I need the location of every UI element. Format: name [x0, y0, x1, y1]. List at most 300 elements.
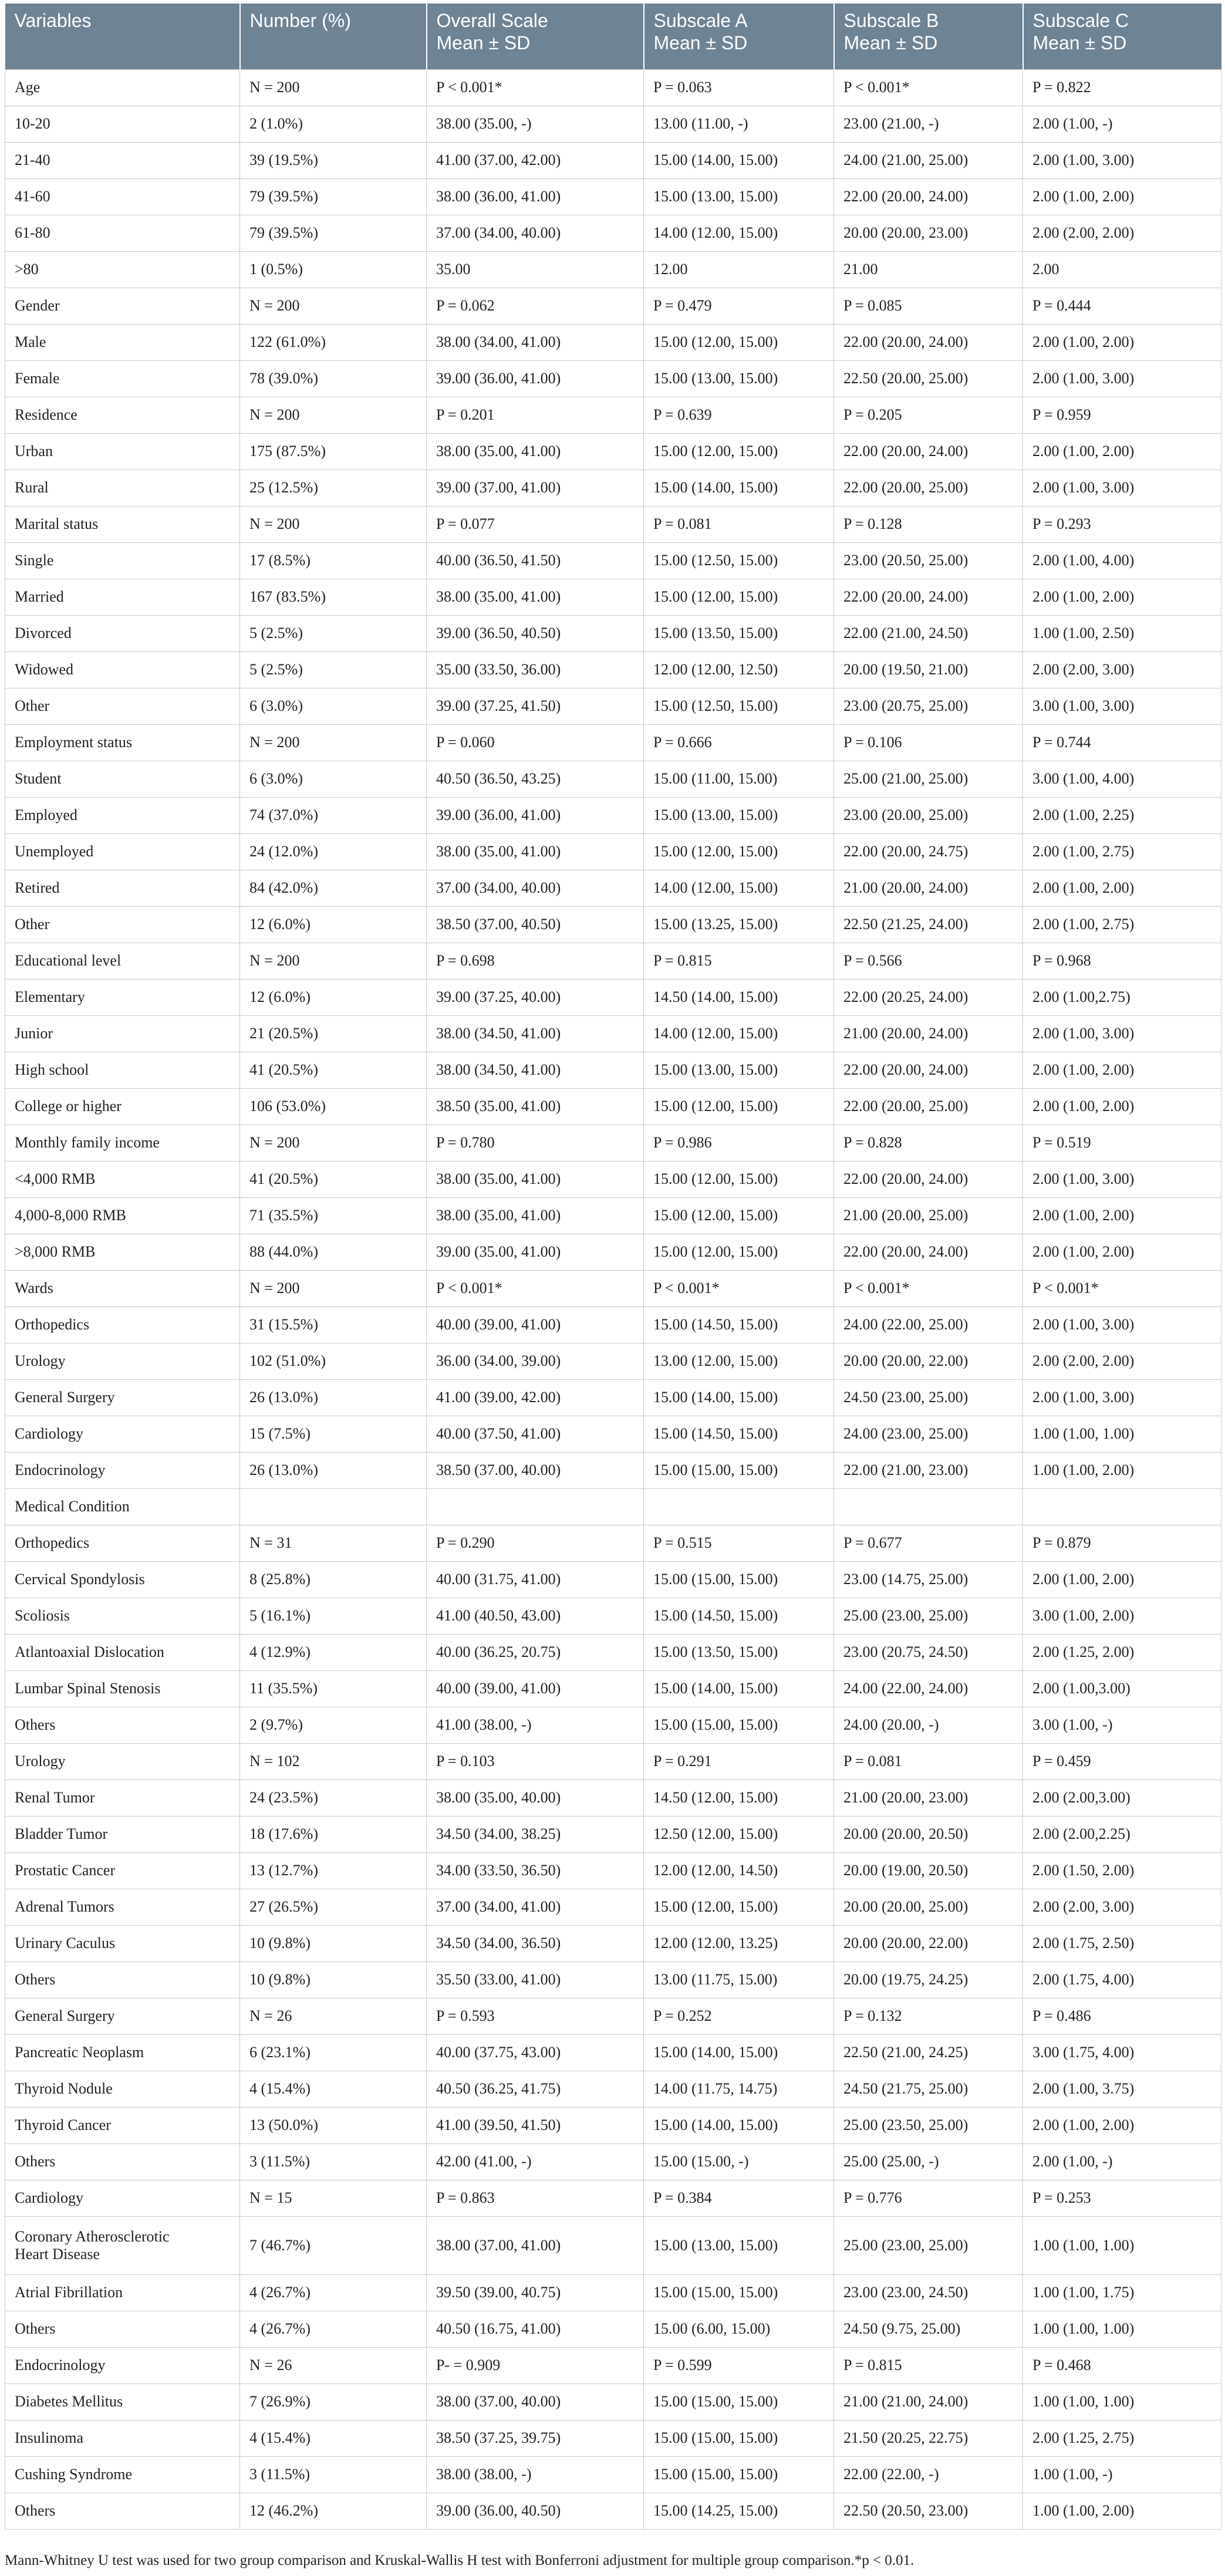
subscale-c-cell: 1.00 (1.00, 2.00): [1023, 2493, 1221, 2529]
subscale-b-cell: 22.00 (22.00, -): [834, 2456, 1023, 2493]
subscale-a-cell: 15.00 (12.50, 15.00): [644, 542, 834, 579]
subscale-c-cell: P = 0.822: [1023, 69, 1221, 106]
table-row: [5, 943, 1221, 979]
subscale-c-cell: 3.00 (1.75, 4.00): [1023, 2034, 1221, 2071]
variable-cell: High school: [5, 1052, 240, 1088]
table-row: [5, 2180, 1221, 2216]
variable-cell: Divorced: [5, 615, 240, 651]
number-percent-cell: N = 26: [240, 1998, 427, 2034]
number-percent-cell: 122 (61.0%): [240, 324, 427, 360]
subscale-c-cell: 2.00 (1.00, 2.00): [1023, 1197, 1221, 1234]
subscale-b-cell: 22.00 (20.00, 24.00): [834, 1052, 1023, 1088]
subscale-c-cell: 3.00 (1.00, -): [1023, 1707, 1221, 1743]
subscale-b-cell: 24.00 (21.00, 25.00): [834, 142, 1023, 178]
variable-cell: Urology: [5, 1743, 240, 1780]
overall-scale-cell: 40.00 (39.00, 41.00): [427, 1306, 644, 1343]
subscale-a-cell: 15.00 (14.50, 15.00): [644, 1306, 834, 1343]
variable-cell: Prostatic Cancer: [5, 1852, 240, 1889]
number-percent-cell: 78 (39.0%): [240, 360, 427, 397]
number-percent-cell: 167 (83.5%): [240, 579, 427, 615]
overall-scale-cell: 41.00 (38.00, -): [427, 1707, 644, 1743]
variable-cell: <4,000 RMB: [5, 1161, 240, 1197]
number-percent-cell: 4 (26.7%): [240, 2274, 427, 2311]
variable-cell: Female: [5, 360, 240, 397]
overall-scale-cell: P = 0.290: [427, 1525, 644, 1561]
subscale-b-cell: 24.50 (9.75, 25.00): [834, 2311, 1023, 2347]
subscale-a-cell: 15.00 (13.50, 15.00): [644, 1634, 834, 1670]
variable-cell: Others: [5, 2311, 240, 2347]
number-percent-cell: [240, 1488, 427, 1525]
table-row: [5, 251, 1221, 288]
table-row: [5, 470, 1221, 506]
table-row: [5, 69, 1221, 106]
overall-scale-cell: 34.00 (33.50, 36.50): [427, 1852, 644, 1889]
subscale-b-cell: 22.50 (21.25, 24.00): [834, 906, 1023, 943]
table-row: [5, 1234, 1221, 1270]
table-row: [5, 579, 1221, 615]
variable-cell: Insulinoma: [5, 2420, 240, 2456]
subscale-c-cell: P = 0.459: [1023, 1743, 1221, 1780]
subscale-b-cell: P = 0.776: [834, 2180, 1023, 2216]
subscale-c-cell: P = 0.879: [1023, 1525, 1221, 1561]
number-percent-cell: 3 (11.5%): [240, 2143, 427, 2180]
subscale-a-cell: 13.00 (11.00, -): [644, 106, 834, 142]
table-row: [5, 1052, 1221, 1088]
subscale-a-cell: P = 0.479: [644, 288, 834, 324]
variable-cell: 41-60: [5, 178, 240, 215]
subscale-b-cell: 22.50 (20.00, 25.00): [834, 360, 1023, 397]
number-percent-cell: 13 (12.7%): [240, 1852, 427, 1889]
header-subscale-c: Subscale C Mean ± SD: [1032, 10, 1129, 53]
subscale-a-cell: 12.00 (12.00, 12.50): [644, 651, 834, 688]
variable-cell: Diabetes Mellitus: [5, 2383, 240, 2420]
subscale-a-cell: 14.50 (14.00, 15.00): [644, 979, 834, 1015]
number-percent-cell: 6 (23.1%): [240, 2034, 427, 2071]
variable-cell: Cervical Spondylosis: [5, 1561, 240, 1598]
table-row: [5, 2071, 1221, 2107]
subscale-c-cell: 1.00 (1.00, 1.00): [1023, 2383, 1221, 2420]
table-row: [5, 1270, 1221, 1306]
subscale-c-cell: 2.00 (1.50, 2.00): [1023, 1852, 1221, 1889]
number-percent-cell: 13 (50.0%): [240, 2107, 427, 2143]
overall-scale-cell: 41.00 (37.00, 42.00): [427, 142, 644, 178]
table-footnote: Mann-Whitney U test was used for two group comparison and Kruskal-Wallis H test with Bonferroni adjustment for multiple group comparison.*p < 0.01.: [5, 2553, 914, 2568]
subscale-a-cell: P = 0.515: [644, 1525, 834, 1561]
subscale-b-cell: 21.00 (20.00, 25.00): [834, 1197, 1023, 1234]
number-percent-cell: 31 (15.5%): [240, 1306, 427, 1343]
overall-scale-cell: 41.00 (39.50, 41.50): [427, 2107, 644, 2143]
number-percent-cell: 4 (15.4%): [240, 2071, 427, 2107]
variable-cell: Single: [5, 542, 240, 579]
subscale-c-cell: 2.00 (1.00, 2.00): [1023, 1234, 1221, 1270]
variable-cell: Widowed: [5, 651, 240, 688]
subscale-b-cell: P < 0.001*: [834, 1270, 1023, 1306]
subscale-b-cell: 22.00 (20.00, 25.00): [834, 1088, 1023, 1125]
variable-cell: Scoliosis: [5, 1598, 240, 1634]
subscale-b-cell: 21.00 (21.00, 24.00): [834, 2383, 1023, 2420]
overall-scale-cell: 38.00 (35.00, 41.00): [427, 1197, 644, 1234]
header-number-percent: Number (%): [240, 4, 427, 69]
number-percent-cell: 102 (51.0%): [240, 1343, 427, 1379]
variable-cell: Cushing Syndrome: [5, 2456, 240, 2493]
subscale-c-cell: 2.00 (1.00, 3.00): [1023, 1161, 1221, 1197]
variable-cell: Coronary Atherosclerotic Heart Disease: [5, 2216, 240, 2274]
subscale-a-cell: P = 0.666: [644, 724, 834, 761]
overall-scale-cell: 41.00 (40.50, 43.00): [427, 1598, 644, 1634]
subscale-c-cell: P = 0.293: [1023, 506, 1221, 542]
variable-cell: Urban: [5, 433, 240, 470]
header-subscale-b: Subscale B Mean ± SD: [834, 4, 1023, 69]
table-row: [5, 397, 1221, 433]
subscale-a-cell: 15.00 (11.00, 15.00): [644, 761, 834, 797]
table-row: [5, 615, 1221, 651]
overall-scale-cell: 38.00 (35.00, 41.00): [427, 833, 644, 870]
subscale-a-cell: 13.00 (12.00, 15.00): [644, 1343, 834, 1379]
subscale-a-cell: P = 0.639: [644, 397, 834, 433]
overall-scale-cell: 39.00 (36.00, 41.00): [427, 797, 644, 833]
overall-scale-cell: 38.00 (35.00, 40.00): [427, 1780, 644, 1816]
subscale-a-cell: 15.00 (14.00, 15.00): [644, 2034, 834, 2071]
table-row: [5, 1416, 1221, 1452]
variable-cell: Rural: [5, 470, 240, 506]
subscale-b-cell: 25.00 (25.00, -): [834, 2143, 1023, 2180]
subscale-b-cell: [834, 1488, 1023, 1525]
number-percent-cell: 106 (53.0%): [240, 1088, 427, 1125]
number-percent-cell: 6 (3.0%): [240, 761, 427, 797]
table-row: [5, 761, 1221, 797]
number-percent-cell: N = 200: [240, 69, 427, 106]
subscale-a-cell: 15.00 (14.00, 15.00): [644, 470, 834, 506]
variable-cell: Other: [5, 906, 240, 943]
subscale-a-cell: 14.00 (12.00, 15.00): [644, 1015, 834, 1052]
subscale-c-cell: 1.00 (1.00, 1.75): [1023, 2274, 1221, 2311]
number-percent-cell: 5 (2.5%): [240, 615, 427, 651]
subscale-b-cell: 20.00 (20.00, 25.00): [834, 1889, 1023, 1925]
variable-cell: Residence: [5, 397, 240, 433]
table-row: [5, 2274, 1221, 2311]
variable-cell: General Surgery: [5, 1998, 240, 2034]
variable-cell: Thyroid Cancer: [5, 2107, 240, 2143]
overall-scale-cell: 34.50 (34.00, 36.50): [427, 1925, 644, 1961]
subscale-a-cell: 15.00 (12.00, 15.00): [644, 833, 834, 870]
subscale-c-cell: P = 0.968: [1023, 943, 1221, 979]
subscale-a-cell: 15.00 (14.00, 15.00): [644, 142, 834, 178]
subscale-b-cell: 22.00 (21.00, 23.00): [834, 1452, 1023, 1488]
subscale-c-cell: 3.00 (1.00, 2.00): [1023, 1598, 1221, 1634]
subscale-c-cell: 2.00 (1.00, -): [1023, 106, 1221, 142]
overall-scale-cell: 38.00 (35.00, 41.00): [427, 433, 644, 470]
subscale-b-cell: 22.00 (20.00, 24.00): [834, 1161, 1023, 1197]
table-row: [5, 1197, 1221, 1234]
variable-cell: Medical Condition: [5, 1488, 240, 1525]
table-row: [5, 870, 1221, 906]
number-percent-cell: 17 (8.5%): [240, 542, 427, 579]
overall-scale-cell: 39.00 (36.00, 40.50): [427, 2493, 644, 2529]
table-row: [5, 2107, 1221, 2143]
subscale-b-cell: 22.00 (21.00, 24.50): [834, 615, 1023, 651]
variable-cell: Unemployed: [5, 833, 240, 870]
subscale-a-cell: 15.00 (13.00, 15.00): [644, 178, 834, 215]
overall-scale-cell: 40.50 (16.75, 41.00): [427, 2311, 644, 2347]
table-row: [5, 2216, 1221, 2274]
table-row: [5, 1852, 1221, 1889]
overall-scale-cell: 42.00 (41.00, -): [427, 2143, 644, 2180]
overall-scale-cell: 38.50 (37.00, 40.00): [427, 1452, 644, 1488]
table-row: [5, 1816, 1221, 1852]
subscale-b-cell: 23.00 (20.75, 25.00): [834, 688, 1023, 724]
overall-scale-cell: P = 0.593: [427, 1998, 644, 2034]
subscale-a-cell: 15.00 (12.00, 15.00): [644, 1161, 834, 1197]
subscale-b-cell: P = 0.132: [834, 1998, 1023, 2034]
variable-cell: Marital status: [5, 506, 240, 542]
subscale-c-cell: 2.00 (1.00, 3.00): [1023, 470, 1221, 506]
table-row: [5, 2456, 1221, 2493]
subscale-a-cell: 15.00 (6.00, 15.00): [644, 2311, 834, 2347]
subscale-a-cell: P = 0.599: [644, 2347, 834, 2383]
results-table: [5, 4, 1221, 2530]
subscale-b-cell: 22.00 (20.25, 24.00): [834, 979, 1023, 1015]
variable-cell: 10-20: [5, 106, 240, 142]
subscale-a-cell: 15.00 (12.00, 15.00): [644, 1234, 834, 1270]
subscale-c-cell: 2.00 (1.00, 2.25): [1023, 797, 1221, 833]
table-row: [5, 797, 1221, 833]
overall-scale-cell: 38.50 (35.00, 41.00): [427, 1088, 644, 1125]
subscale-a-cell: 15.00 (14.25, 15.00): [644, 2493, 834, 2529]
overall-scale-cell: 39.00 (36.50, 40.50): [427, 615, 644, 651]
number-percent-cell: 5 (2.5%): [240, 651, 427, 688]
table-row: [5, 506, 1221, 542]
table-row: [5, 688, 1221, 724]
subscale-c-cell: 2.00 (1.00, 4.00): [1023, 542, 1221, 579]
number-percent-cell: N = 200: [240, 1125, 427, 1161]
subscale-a-cell: 12.00: [644, 251, 834, 288]
subscale-b-cell: 22.50 (21.00, 24.25): [834, 2034, 1023, 2071]
subscale-c-cell: 2.00 (1.75, 2.50): [1023, 1925, 1221, 1961]
variable-cell: Employment status: [5, 724, 240, 761]
overall-scale-cell: P = 0.103: [427, 1743, 644, 1780]
subscale-c-cell: 1.00 (1.00, 1.00): [1023, 2216, 1221, 2274]
subscale-a-cell: 14.50 (12.00, 15.00): [644, 1780, 834, 1816]
subscale-b-cell: 21.00: [834, 251, 1023, 288]
overall-scale-cell: 38.00 (35.00, 41.00): [427, 579, 644, 615]
table-row: [5, 106, 1221, 142]
table-row: [5, 1670, 1221, 1707]
table-row: [5, 178, 1221, 215]
table-row: [5, 1998, 1221, 2034]
overall-scale-cell: P = 0.780: [427, 1125, 644, 1161]
subscale-c-cell: P = 0.486: [1023, 1998, 1221, 2034]
variable-cell: 61-80: [5, 215, 240, 251]
subscale-a-cell: 15.00 (14.50, 15.00): [644, 1598, 834, 1634]
variable-cell: Elementary: [5, 979, 240, 1015]
subscale-c-cell: 2.00 (1.00, 3.00): [1023, 1015, 1221, 1052]
subscale-c-cell: 2.00 (1.00, 3.75): [1023, 2071, 1221, 2107]
subscale-a-cell: 12.00 (12.00, 14.50): [644, 1852, 834, 1889]
subscale-c-cell: 2.00 (2.00, 2.00): [1023, 215, 1221, 251]
variable-cell: Orthopedics: [5, 1306, 240, 1343]
number-percent-cell: 74 (37.0%): [240, 797, 427, 833]
subscale-b-cell: 24.00 (23.00, 25.00): [834, 1416, 1023, 1452]
subscale-b-cell: P = 0.815: [834, 2347, 1023, 2383]
overall-scale-cell: 35.00: [427, 251, 644, 288]
subscale-c-cell: 2.00 (1.00, 2.00): [1023, 1088, 1221, 1125]
number-percent-cell: 27 (26.5%): [240, 1889, 427, 1925]
table-row: [5, 1306, 1221, 1343]
number-percent-cell: 10 (9.8%): [240, 1925, 427, 1961]
overall-scale-cell: 39.00 (37.00, 41.00): [427, 470, 644, 506]
subscale-b-cell: 20.00 (20.00, 20.50): [834, 1816, 1023, 1852]
subscale-a-cell: 12.00 (12.00, 13.25): [644, 1925, 834, 1961]
number-percent-cell: N = 200: [240, 1270, 427, 1306]
subscale-b-cell: 23.00 (14.75, 25.00): [834, 1561, 1023, 1598]
number-percent-cell: 41 (20.5%): [240, 1161, 427, 1197]
subscale-a-cell: P = 0.815: [644, 943, 834, 979]
table-row: [5, 1925, 1221, 1961]
subscale-c-cell: 1.00 (1.00, 1.00): [1023, 2311, 1221, 2347]
number-percent-cell: 26 (13.0%): [240, 1452, 427, 1488]
variable-cell: Endocrinology: [5, 1452, 240, 1488]
overall-scale-cell: 40.00 (39.00, 41.00): [427, 1670, 644, 1707]
overall-scale-cell: 40.00 (37.50, 41.00): [427, 1416, 644, 1452]
table-row: [5, 833, 1221, 870]
number-percent-cell: 71 (35.5%): [240, 1197, 427, 1234]
subscale-c-cell: 2.00 (1.00, 2.00): [1023, 178, 1221, 215]
subscale-b-cell: P = 0.205: [834, 397, 1023, 433]
subscale-a-cell: 14.00 (11.75, 14.75): [644, 2071, 834, 2107]
overall-scale-cell: 37.00 (34.00, 40.00): [427, 870, 644, 906]
number-percent-cell: N = 200: [240, 724, 427, 761]
variable-cell: Retired: [5, 870, 240, 906]
overall-scale-cell: 40.00 (37.75, 43.00): [427, 2034, 644, 2071]
overall-scale-cell: P = 0.201: [427, 397, 644, 433]
overall-scale-cell: 40.00 (36.25, 20.75): [427, 1634, 644, 1670]
subscale-c-cell: 2.00 (1.00,3.00): [1023, 1670, 1221, 1707]
number-percent-cell: 12 (46.2%): [240, 2493, 427, 2529]
overall-scale-cell: 38.00 (37.00, 40.00): [427, 2383, 644, 2420]
subscale-c-cell: 2.00: [1023, 251, 1221, 288]
table-row: [5, 1161, 1221, 1197]
number-percent-cell: 4 (26.7%): [240, 2311, 427, 2347]
table-row: [5, 1488, 1221, 1525]
subscale-b-cell: 21.00 (20.00, 23.00): [834, 1780, 1023, 1816]
subscale-c-cell: 3.00 (1.00, 3.00): [1023, 688, 1221, 724]
subscale-b-cell: 22.50 (20.50, 23.00): [834, 2493, 1023, 2529]
subscale-c-cell: 2.00 (1.00, 2.00): [1023, 1052, 1221, 1088]
subscale-c-cell: 2.00 (1.25, 2.75): [1023, 2420, 1221, 2456]
number-percent-cell: 24 (23.5%): [240, 1780, 427, 1816]
variable-cell: Wards: [5, 1270, 240, 1306]
variable-cell: Student: [5, 761, 240, 797]
subscale-a-cell: 15.00 (13.25, 15.00): [644, 906, 834, 943]
variable-cell: Male: [5, 324, 240, 360]
overall-scale-cell: 38.00 (34.00, 41.00): [427, 324, 644, 360]
subscale-c-cell: 2.00 (1.00, 2.00): [1023, 2107, 1221, 2143]
overall-scale-cell: 40.00 (36.50, 41.50): [427, 542, 644, 579]
table-row: [5, 542, 1221, 579]
subscale-b-cell: 23.00 (20.00, 25.00): [834, 797, 1023, 833]
overall-scale-cell: 38.00 (34.50, 41.00): [427, 1015, 644, 1052]
subscale-a-cell: 15.00 (15.00, 15.00): [644, 1561, 834, 1598]
table-header: [5, 4, 1221, 69]
subscale-a-cell: 15.00 (13.50, 15.00): [644, 615, 834, 651]
subscale-a-cell: 15.00 (13.00, 15.00): [644, 797, 834, 833]
table-row: [5, 288, 1221, 324]
table-row: [5, 2347, 1221, 2383]
table-row: [5, 1961, 1221, 1998]
number-percent-cell: N = 200: [240, 397, 427, 433]
table-row: [5, 142, 1221, 178]
number-percent-cell: 21 (20.5%): [240, 1015, 427, 1052]
table-row: [5, 651, 1221, 688]
subscale-a-cell: 15.00 (12.00, 15.00): [644, 433, 834, 470]
table-row: [5, 2420, 1221, 2456]
variable-cell: Junior: [5, 1015, 240, 1052]
table-row: [5, 360, 1221, 397]
subscale-b-cell: 22.00 (20.00, 24.00): [834, 433, 1023, 470]
table-row: [5, 2311, 1221, 2347]
subscale-a-cell: 14.00 (12.00, 15.00): [644, 870, 834, 906]
subscale-b-cell: 24.50 (21.75, 25.00): [834, 2071, 1023, 2107]
variable-cell: Cardiology: [5, 2180, 240, 2216]
subscale-c-cell: 2.00 (2.00, 3.00): [1023, 1889, 1221, 1925]
subscale-a-cell: 15.00 (13.00, 15.00): [644, 2216, 834, 2274]
subscale-b-cell: 22.00 (20.00, 24.00): [834, 178, 1023, 215]
variable-cell: Renal Tumor: [5, 1780, 240, 1816]
table-row: [5, 1379, 1221, 1416]
overall-scale-cell: 35.50 (33.00, 41.00): [427, 1961, 644, 1998]
variable-cell: Adrenal Tumors: [5, 1889, 240, 1925]
subscale-b-cell: 25.00 (23.50, 25.00): [834, 2107, 1023, 2143]
number-percent-cell: 1 (0.5%): [240, 251, 427, 288]
subscale-c-cell: 2.00 (2.00,3.00): [1023, 1780, 1221, 1816]
variable-cell: Monthly family income: [5, 1125, 240, 1161]
overall-scale-cell: 39.00 (37.25, 40.00): [427, 979, 644, 1015]
table-row: [5, 724, 1221, 761]
subscale-c-cell: 2.00 (1.00, 2.00): [1023, 324, 1221, 360]
overall-scale-cell: 40.00 (31.75, 41.00): [427, 1561, 644, 1598]
subscale-b-cell: 24.00 (22.00, 25.00): [834, 1306, 1023, 1343]
number-percent-cell: 175 (87.5%): [240, 433, 427, 470]
subscale-b-cell: 20.00 (20.00, 22.00): [834, 1343, 1023, 1379]
overall-scale-cell: 36.00 (34.00, 39.00): [427, 1343, 644, 1379]
overall-scale-cell: 38.50 (37.00, 40.50): [427, 906, 644, 943]
table-row: [5, 1561, 1221, 1598]
table-row: [5, 1634, 1221, 1670]
overall-scale-cell: 39.00 (36.00, 41.00): [427, 360, 644, 397]
number-percent-cell: N = 200: [240, 943, 427, 979]
subscale-a-cell: 15.00 (12.00, 15.00): [644, 1197, 834, 1234]
table-row: [5, 1889, 1221, 1925]
variable-cell: Other: [5, 688, 240, 724]
number-percent-cell: 11 (35.5%): [240, 1670, 427, 1707]
overall-scale-cell: 38.00 (38.00, -): [427, 2456, 644, 2493]
subscale-c-cell: 2.00 (1.00, -): [1023, 2143, 1221, 2180]
subscale-a-cell: 15.00 (12.00, 15.00): [644, 1889, 834, 1925]
variable-cell: Married: [5, 579, 240, 615]
overall-scale-cell: 34.50 (34.00, 38.25): [427, 1816, 644, 1852]
subscale-c-cell: 2.00 (1.00, 3.00): [1023, 1379, 1221, 1416]
variable-cell: 4,000-8,000 RMB: [5, 1197, 240, 1234]
header-overall-scale: Overall Scale Mean ± SD: [427, 4, 644, 69]
number-percent-cell: 41 (20.5%): [240, 1052, 427, 1088]
overall-scale-cell: P- = 0.909: [427, 2347, 644, 2383]
subscale-a-cell: P < 0.001*: [644, 1270, 834, 1306]
number-percent-cell: N = 26: [240, 2347, 427, 2383]
subscale-c-cell: P = 0.519: [1023, 1125, 1221, 1161]
number-percent-cell: N = 200: [240, 288, 427, 324]
variable-cell: Atrial Fibrillation: [5, 2274, 240, 2311]
variable-cell: Lumbar Spinal Stenosis: [5, 1670, 240, 1707]
